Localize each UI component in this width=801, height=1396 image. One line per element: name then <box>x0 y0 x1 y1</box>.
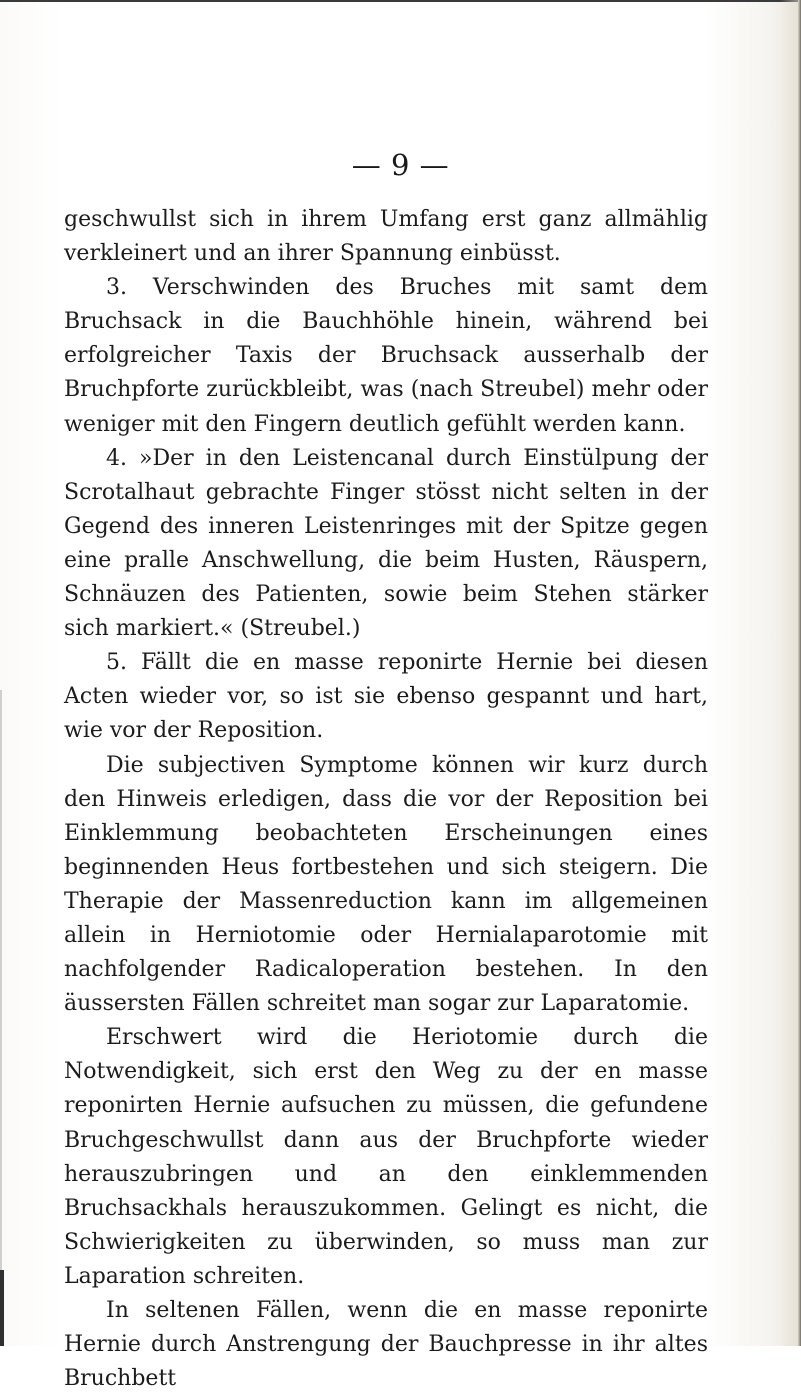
body-text <box>64 203 708 1396</box>
paragraph: Die subjectiven Symptome können wir kurz durch den Hinweis erledigen, dass die vor der Reposition bei Einklemmung beobachteten Erscheinungen eines beginnenden Heus fortbestehen und sich steigern. Die Therapie der Massenreduction kann im allgemeinen allein in Herniotomie oder Hernialaparotomie mit nachfolgender Radicaloperation bestehen. In den äussersten Fällen schreitet man sogar zur Laparatomie. <box>64 752 708 1017</box>
paragraph: geschwullst sich in ihrem Umfang erst ganz allmählig verkleinert und an ihrer Spannung einbüsst. <box>64 207 708 267</box>
paragraph: 3. Verschwinden des Bruches mit samt dem Bruchsack in die Bauchhöhle hinein, während bei erfolgreicher Taxis der Bruchsack ausserhalb der Bruchpforte zurückbleibt, was (nach Streubel) mehr oder weniger mit den Fingern deutlich gefühlt werden kann. <box>64 275 708 437</box>
page-left-edge <box>0 690 2 1346</box>
paragraph: 5. Fällt die en masse reponirte Hernie bei diesen Acten wieder vor, so ist sie ebenso gespannt und hart, wie vor der Reposition. <box>64 650 708 744</box>
page-left-binding-mark <box>0 1270 4 1346</box>
paragraph: Erschwert wird die Heriotomie durch die Notwendigkeit, sich erst den Weg zu der en masse reponirten Hernie aufsuchen zu müssen, die gefundene Bruchgeschwullst dann aus der Bruchpforte wieder herauszubringen und an den einklemmenden Bruchsackhals herauszukommen. Gelingt es nicht, die Schwierigkeiten zu überwinden, so muss man zur Laparation schreiten. <box>64 1025 708 1289</box>
page-right-shadow <box>780 0 798 1346</box>
page-top-border <box>0 0 801 2</box>
paragraph: In seltenen Fällen, wenn die en masse reponirte Hernie durch Anstrengung der Bauchpresse in ihr altes Bruchbett <box>64 1298 708 1392</box>
page-number: — 9 — <box>351 148 450 182</box>
paragraph: 4. »Der in den Leistencanal durch Einstülpung der Scrotalhaut gebrachte Finger stösst nicht selten in der Gegend des inneren Leistenringes mit der Spitze gegen eine pralle Anschwellung, die beim Husten, Räuspern, Schnäuzen des Patienten, sowie beim Stehen stärker sich markiert.« (Streubel.) <box>64 445 708 642</box>
